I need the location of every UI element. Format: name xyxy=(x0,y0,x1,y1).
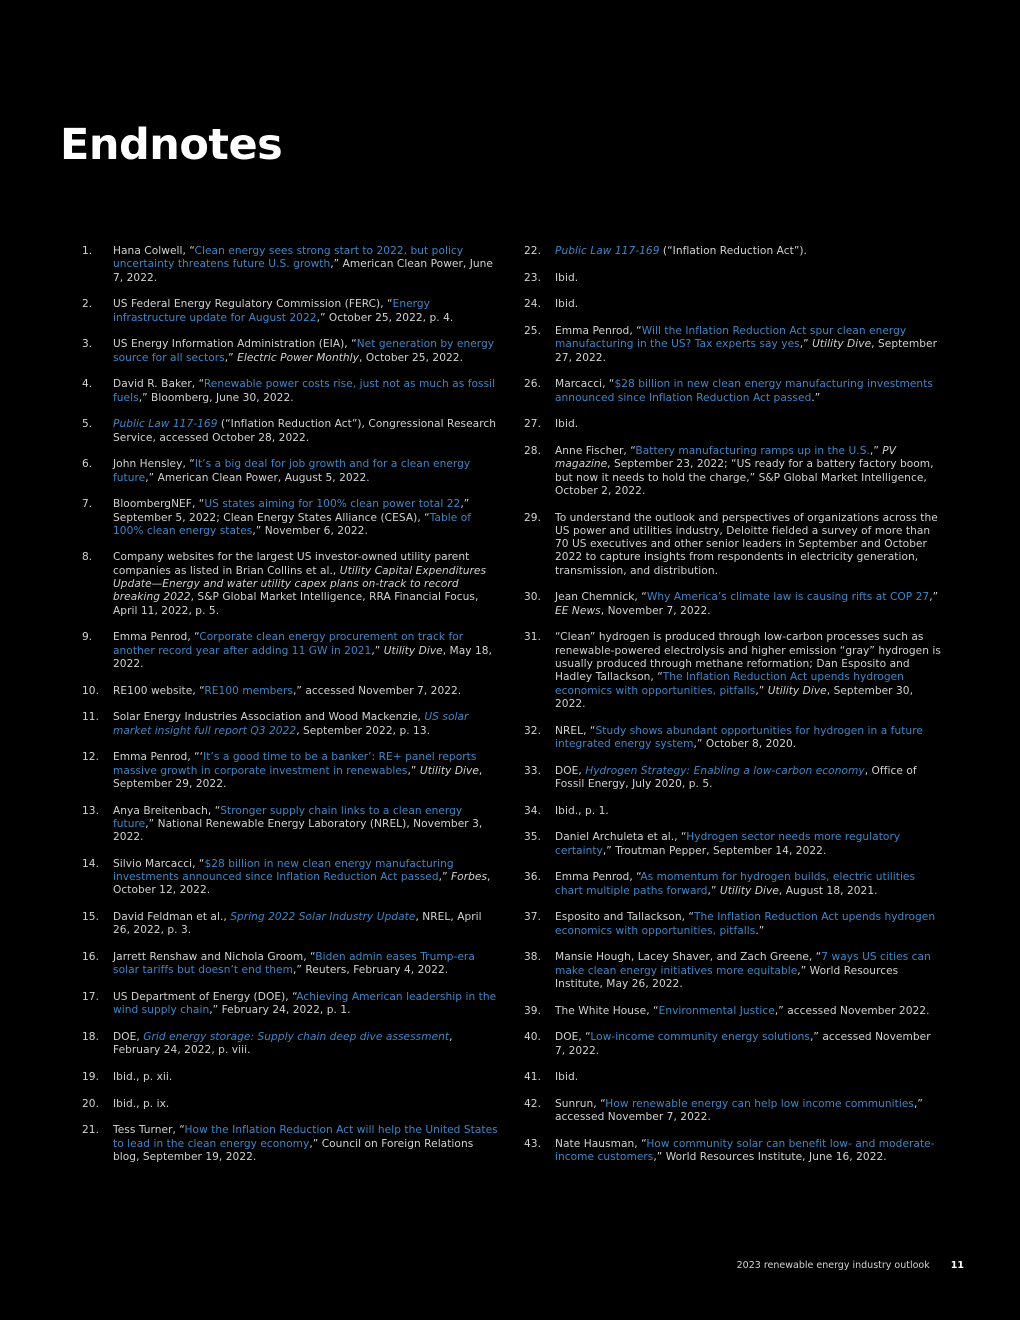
endnote-item xyxy=(524,245,944,258)
endnote-text xyxy=(113,498,502,538)
citation-text: RE100 website, “ xyxy=(113,684,205,697)
citation-text: Company websites for the largest US investor-owned utility parent companies as listed in Brian Collins et al., xyxy=(113,551,470,577)
endnote-number: 36. xyxy=(524,871,541,884)
citation-text: The White House, “ xyxy=(555,1004,659,1017)
citation-text: Silvio Marcacci, “ xyxy=(113,857,205,870)
citation-text: ,” accessed November 7, 2022. xyxy=(555,1097,923,1124)
citation-text: David R. Baker, “ xyxy=(113,378,204,391)
citation-text: ,” xyxy=(407,764,420,777)
endnote-item xyxy=(524,591,944,618)
endnote-item xyxy=(524,805,944,818)
citation-text: Nate Hausman, “ xyxy=(555,1137,647,1150)
page-footer xyxy=(0,1260,1020,1271)
citation-text: NREL, “ xyxy=(555,724,596,737)
citation-text: Emma Penrod, “ xyxy=(113,631,200,644)
endnote-number: 20. xyxy=(82,1097,99,1110)
endnote-number: 29. xyxy=(524,511,541,524)
endnote-item xyxy=(82,631,502,671)
citation-link[interactable]: Public Law 117-169 xyxy=(555,245,660,257)
citation-text: Ibid., p. 1. xyxy=(555,804,609,817)
endnote-number: 37. xyxy=(524,911,541,924)
endnote-text xyxy=(113,805,502,845)
citation-link[interactable]: Low-income community energy solutions xyxy=(590,1031,810,1044)
endnote-item xyxy=(524,765,944,792)
endnote-item xyxy=(524,1031,944,1058)
endnote-text xyxy=(113,418,502,445)
endnote-text xyxy=(555,298,944,311)
endnote-item xyxy=(524,1071,944,1084)
citation-text: ,” xyxy=(755,684,768,697)
endnote-number: 43. xyxy=(524,1137,541,1150)
citation-text: “Clean” hydrogen is produced through low-carbon processes such as renewable-powered electrolysis and higher emission “gray” hydrogen is usually produced through methane reformation; Dan Esposito and Hadley Tallackson, “ xyxy=(555,631,941,684)
citation-link[interactable]: Hydrogen sector needs more regulatory certainty xyxy=(555,831,901,857)
citation-link[interactable]: Study shows abundant opportunities for hydrogen in a future integrated energy system xyxy=(555,724,923,750)
endnote-text xyxy=(113,858,502,898)
endnote-text xyxy=(113,1098,502,1111)
citation-text: Ibid., p. xii. xyxy=(113,1071,173,1084)
endnote-text xyxy=(555,725,944,752)
footer-publication-title: 2023 renewable energy industry outlook xyxy=(736,1260,930,1271)
endnote-number: 9. xyxy=(82,631,93,644)
citation-link[interactable]: Energy infrastructure update for August 2022 xyxy=(113,298,430,324)
citation-link[interactable]: It’s a good time to be a banker’: RE+ panel reports massive growth in corporate investment in renewables xyxy=(113,751,477,777)
citation-text: ,” November 6, 2022. xyxy=(252,524,368,537)
endnote-item xyxy=(82,418,502,445)
endnote-item xyxy=(82,378,502,405)
endnote-item xyxy=(524,512,944,578)
citation-link[interactable]: RE100 members xyxy=(204,684,293,697)
citation-text: , September 2022, p. 13. xyxy=(296,724,431,737)
endnote-item xyxy=(524,871,944,898)
endnote-number: 35. xyxy=(524,831,541,844)
citation-text: , September 27, 2022. xyxy=(555,338,937,364)
endnote-number: 4. xyxy=(82,378,93,391)
endnote-item xyxy=(82,751,502,791)
endnote-item xyxy=(524,1005,944,1018)
endnote-number: 23. xyxy=(524,271,541,284)
endnote-text xyxy=(113,911,502,938)
citation-text: ,” American Clean Power, August 5, 2022. xyxy=(145,471,370,484)
endnote-item xyxy=(524,631,944,711)
endnote-number: 31. xyxy=(524,631,541,644)
citation-text: ,” World Resources Institute, June 16, 2022. xyxy=(653,1151,887,1164)
endnote-item xyxy=(524,951,944,991)
citation-text: , October 25, 2022. xyxy=(359,351,463,364)
endnote-number: 3. xyxy=(82,338,93,351)
endnote-text xyxy=(555,911,944,938)
endnote-number: 6. xyxy=(82,458,93,471)
endnote-text xyxy=(555,631,944,711)
endnote-item xyxy=(82,805,502,845)
endnote-number: 21. xyxy=(82,1124,99,1137)
endnote-text xyxy=(555,1071,944,1084)
citation-text: ,” February 24, 2022, p. 1. xyxy=(209,1004,351,1017)
endnote-item xyxy=(82,458,502,485)
publication-name: Utility Dive xyxy=(419,764,479,777)
endnote-text xyxy=(555,951,944,991)
citation-text: ,” xyxy=(371,644,384,657)
publication-name: Utility Dive xyxy=(767,684,827,697)
citation-link[interactable]: US solar market insight full report Q3 2022 xyxy=(113,711,469,737)
citation-text: Esposito and Tallackson, “ xyxy=(555,911,694,924)
citation-text: Daniel Archuleta et al., “ xyxy=(555,831,687,844)
citation-text: , NREL, April 26, 2022, p. 3. xyxy=(113,911,482,937)
publication-name: Utility Capital Expenditures Update—Energy and water utility capex plans on-track to record breaking 2022 xyxy=(113,564,487,604)
citation-text: (“Inflation Reduction Act”). xyxy=(659,245,807,257)
endnote-item xyxy=(82,498,502,538)
endnote-text xyxy=(555,805,944,818)
citation-text: ,” xyxy=(224,351,238,364)
citation-link[interactable]: Net generation by energy source for all sectors xyxy=(113,338,495,364)
citation-text: ,” October 8, 2020. xyxy=(693,737,797,750)
publication-name: Electric Power Monthly xyxy=(237,351,359,364)
citation-text: BloombergNEF, “ xyxy=(113,498,205,511)
citation-text: Anne Fischer, “ xyxy=(555,445,636,458)
citation-link[interactable]: Why America’s climate law is causing rifts at COP 27 xyxy=(646,591,930,604)
endnote-item xyxy=(524,725,944,752)
endnote-number: 24. xyxy=(524,298,541,311)
endnote-number: 12. xyxy=(82,751,99,764)
citation-text: Tess Turner, “ xyxy=(113,1124,185,1137)
endnote-text xyxy=(113,751,502,791)
citation-link[interactable]: The Inflation Reduction Act upends hydrogen economics with opportunities, pitfalls xyxy=(555,671,904,697)
citation-text: ,” Bloomberg, June 30, 2022. xyxy=(138,391,294,404)
endnote-text xyxy=(113,631,502,671)
endnote-number: 16. xyxy=(82,951,99,964)
citation-text: John Hensley, “ xyxy=(113,458,195,471)
citation-text: US Energy Information Administration (EIA), “ xyxy=(113,338,357,351)
citation-text: , September 29, 2022. xyxy=(113,764,483,790)
endnote-text xyxy=(113,991,502,1018)
endnote-text xyxy=(113,458,502,485)
endnote-number: 22. xyxy=(524,245,541,257)
endnote-item xyxy=(524,445,944,498)
endnote-number: 17. xyxy=(82,991,99,1004)
citation-link[interactable]: How renewable energy can help low income communities xyxy=(605,1097,914,1110)
citation-link[interactable]: Battery manufacturing ramps up in the U.S. xyxy=(635,445,870,458)
citation-text: (“Inflation Reduction Act”), Congressional Research Service, accessed October 28, 2022. xyxy=(113,418,497,444)
endnote-item xyxy=(524,831,944,858)
endnote-item xyxy=(524,1098,944,1125)
citation-text: , September 23, 2022; “US ready for a battery factory boom, but now it needs to hold the charge,” S&P Global Market Intelligence, October 2, 2022. xyxy=(555,458,934,497)
citation-link[interactable]: Clean energy sees strong start to 2022, but policy uncertainty threatens future U.S. growth xyxy=(113,245,464,271)
endnote-text xyxy=(113,338,502,365)
page-title: Endnotes xyxy=(60,120,283,170)
citation-link[interactable]: Stronger supply chain links to a clean energy future xyxy=(113,804,463,830)
citation-text: , May 18, 2022. xyxy=(113,644,493,670)
citation-text: ,” accessed November 7, 2022. xyxy=(292,684,462,697)
citation-link[interactable]: As momentum for hydrogen builds, electric utilities chart multiple paths forward xyxy=(555,871,916,897)
citation-link[interactable]: $28 billion in new clean energy manufacturing investments announced since Inflation Reduction Act passed xyxy=(113,857,454,884)
endnote-text xyxy=(555,378,944,405)
citation-text: ,” xyxy=(707,884,720,897)
endnote-text xyxy=(113,711,502,738)
endnote-number: 15. xyxy=(82,911,99,924)
endnote-item xyxy=(82,858,502,898)
endnote-text xyxy=(555,325,944,365)
endnote-item xyxy=(82,338,502,365)
endnote-text xyxy=(113,551,502,617)
endnote-number: 1. xyxy=(82,245,93,257)
endnote-number: 42. xyxy=(524,1097,541,1110)
citation-link[interactable]: It’s a big deal for job growth and for a clean energy future xyxy=(113,458,471,484)
citation-text: ,” xyxy=(438,871,452,884)
endnote-text xyxy=(555,272,944,285)
endnote-text xyxy=(555,445,944,498)
citation-link[interactable]: 7 ways US cities can make clean energy initiatives more equitable xyxy=(555,951,931,977)
citation-text: Solar Energy Industries Association and Wood Mackenzie, xyxy=(113,711,425,724)
endnote-number: 14. xyxy=(82,857,99,870)
endnote-item xyxy=(82,1098,502,1111)
citation-link[interactable]: How community solar can benefit low- and moderate-income customers xyxy=(555,1137,935,1164)
endnote-text xyxy=(113,1031,502,1058)
citation-link[interactable]: Achieving American leadership in the wind supply chain xyxy=(113,991,497,1017)
endnote-number: 7. xyxy=(82,498,93,511)
page-number: 11 xyxy=(950,1260,964,1271)
citation-text: David Feldman et al., xyxy=(113,911,231,924)
citation-text: ,” Troutman Pepper, September 14, 2022. xyxy=(602,844,827,857)
endnote-number: 27. xyxy=(524,418,541,431)
citation-text: .” xyxy=(811,391,821,404)
citation-text: DOE, “ xyxy=(555,1031,591,1044)
endnote-item xyxy=(82,991,502,1018)
endnote-text xyxy=(555,245,944,258)
citation-text: US Department of Energy (DOE), “ xyxy=(113,991,297,1004)
endnote-text xyxy=(113,951,502,978)
publication-name: Utility Dive xyxy=(812,338,872,351)
citation-text: ,” accessed November 2022. xyxy=(774,1004,930,1017)
endnote-item xyxy=(82,911,502,938)
endnote-item xyxy=(524,418,944,431)
citation-link[interactable]: Biden admin eases Trump-era solar tariffs but doesn’t end them xyxy=(113,951,475,977)
endnote-text xyxy=(555,1031,944,1058)
endnote-item xyxy=(524,378,944,405)
citation-link[interactable]: US states aiming for 100% clean power total 22 xyxy=(204,498,461,511)
endnote-text xyxy=(555,871,944,898)
citation-text: Ibid. xyxy=(555,1071,579,1084)
citation-text: ,” October 25, 2022, p. 4. xyxy=(316,311,454,324)
citation-text: , September 30, 2022. xyxy=(555,684,914,710)
citation-text: Marcacci, “ xyxy=(555,378,615,391)
citation-link[interactable]: Corporate clean energy procurement on track for another record year after adding 11 GW in 2021 xyxy=(113,631,464,657)
citation-text: ,” xyxy=(869,445,883,458)
endnote-item xyxy=(82,1124,502,1164)
citation-text: Sunrun, “ xyxy=(555,1097,606,1110)
endnote-number: 41. xyxy=(524,1071,541,1084)
endnote-text xyxy=(113,685,502,698)
citation-link[interactable]: Hydrogen Strategy: Enabling a low-carbon economy xyxy=(585,764,865,777)
citation-text: Ibid. xyxy=(555,271,579,284)
publication-name: Forbes xyxy=(451,871,488,884)
citation-text: DOE, xyxy=(113,1031,144,1044)
endnote-number: 25. xyxy=(524,325,541,338)
citation-text: Jean Chemnick, “ xyxy=(555,591,647,604)
citation-text: Ibid. xyxy=(555,298,579,311)
citation-link[interactable]: $28 billion in new clean energy manufacturing investments announced since Inflation Reduction Act passed xyxy=(555,378,933,404)
citation-text: To understand the outlook and perspectives of organizations across the US power and utilities industry, Deloitte fielded a survey of more than 70 US executives and other senior leaders in September and October 2022 to capture insights from respondents in electricity generation, transmission, and distribution. xyxy=(555,511,938,577)
citation-text: ,” American Clean Power, June 7, 2022. xyxy=(113,258,493,284)
endnote-text xyxy=(555,418,944,431)
endnote-text xyxy=(555,831,944,858)
citation-text: ,” September 5, 2022; Clean Energy States Alliance (CESA), “ xyxy=(113,498,470,524)
endnote-item xyxy=(524,1138,944,1165)
citation-text: , S&P Global Market Intelligence, RRA Financial Focus, April 11, 2022, p. 5. xyxy=(113,591,479,617)
endnote-number: 39. xyxy=(524,1004,541,1017)
endnote-item xyxy=(82,685,502,698)
citation-link[interactable]: Environmental Justice xyxy=(658,1004,775,1017)
citation-text: Hana Colwell, “ xyxy=(113,245,195,257)
endnote-item xyxy=(82,951,502,978)
citation-text: ,” National Renewable Energy Laboratory (NREL), November 3, 2022. xyxy=(113,817,483,844)
endnote-number: 5. xyxy=(82,418,93,431)
endnote-text xyxy=(555,765,944,792)
citation-text: US Federal Energy Regulatory Commission (FERC), “ xyxy=(113,298,393,311)
endnote-number: 40. xyxy=(524,1031,541,1044)
endnote-text xyxy=(113,245,502,285)
endnote-number: 18. xyxy=(82,1031,99,1044)
citation-text: , November 7, 2022. xyxy=(600,604,711,617)
citation-text: , Office of Fossil Energy, July 2020, p. 5. xyxy=(555,764,917,790)
endnote-item xyxy=(82,298,502,325)
endnote-number: 11. xyxy=(82,711,99,724)
endnote-item xyxy=(82,1031,502,1058)
citation-text: ,” accessed November 7, 2022. xyxy=(555,1031,931,1057)
publication-name: EE News xyxy=(555,604,601,617)
endnote-item xyxy=(524,911,944,938)
citation-text: DOE, xyxy=(555,764,586,777)
endnote-text xyxy=(555,1005,944,1018)
citation-text: ,” Council on Foreign Relations blog, September 19, 2022. xyxy=(113,1137,474,1164)
endnote-number: 10. xyxy=(82,684,99,697)
endnote-number: 33. xyxy=(524,764,541,777)
endnote-number: 28. xyxy=(524,445,541,458)
endnote-number: 34. xyxy=(524,804,541,817)
endnote-item xyxy=(82,245,502,285)
citation-text: .” xyxy=(755,924,765,937)
endnote-item xyxy=(524,272,944,285)
citation-text: Jarrett Renshaw and Nichola Groom, “ xyxy=(113,951,316,964)
endnotes-right-column xyxy=(524,245,944,1178)
endnote-item xyxy=(524,325,944,365)
citation-text: ,” World Resources Institute, May 26, 2022. xyxy=(555,964,899,990)
citation-text: Mansie Hough, Lacey Shaver, and Zach Greene, “ xyxy=(555,951,822,964)
endnotes-left-column xyxy=(82,245,502,1178)
citation-link[interactable]: Spring 2022 Solar Industry Update xyxy=(230,911,416,924)
endnote-number: 2. xyxy=(82,298,93,311)
citation-link[interactable]: Grid energy storage: Supply chain deep dive assessment xyxy=(143,1031,450,1044)
citation-text: , August 18, 2021. xyxy=(778,884,878,897)
endnote-item xyxy=(524,298,944,311)
citation-text: ,” Reuters, February 4, 2022. xyxy=(292,964,449,977)
endnote-number: 13. xyxy=(82,804,99,817)
endnote-text xyxy=(555,512,944,578)
publication-name: Utility Dive xyxy=(719,884,779,897)
citation-text: Ibid. xyxy=(555,418,579,431)
endnote-number: 19. xyxy=(82,1071,99,1084)
endnote-number: 26. xyxy=(524,378,541,391)
endnote-number: 8. xyxy=(82,551,93,564)
endnote-item xyxy=(82,711,502,738)
citation-link[interactable]: Table of 100% clean energy states xyxy=(113,511,472,537)
endnote-text xyxy=(113,1071,502,1084)
citation-link[interactable]: Renewable power costs rise, just not as much as fossil fuels xyxy=(113,378,496,404)
citation-text: Emma Penrod, “ xyxy=(555,871,641,884)
endnote-text xyxy=(113,298,502,325)
endnote-item xyxy=(82,551,502,617)
citation-text: , February 24, 2022, p. viii. xyxy=(113,1031,453,1057)
endnote-number: 38. xyxy=(524,951,541,964)
citation-text: Ibid., p. ix. xyxy=(113,1097,170,1110)
citation-text: Anya Breitenbach, “ xyxy=(113,804,221,817)
endnote-number: 32. xyxy=(524,724,541,737)
citation-link[interactable]: How the Inflation Reduction Act will help the United States to lead in the clean energy economy xyxy=(113,1124,498,1150)
publication-name: PV magazine xyxy=(555,445,897,471)
endnote-text xyxy=(113,378,502,405)
citation-link[interactable]: The Inflation Reduction Act upends hydrogen economics with opportunities, pitfalls xyxy=(555,911,936,937)
endnote-text xyxy=(555,1098,944,1125)
citation-text: Emma Penrod, “ xyxy=(555,325,642,338)
endnote-item xyxy=(82,1071,502,1084)
citation-link[interactable]: Public Law 117-169 xyxy=(113,418,218,431)
citation-text: Emma Penrod, “‘ xyxy=(113,751,204,764)
citation-text: ,” xyxy=(799,338,813,351)
publication-name: Utility Dive xyxy=(383,644,443,657)
endnote-text xyxy=(555,1138,944,1165)
citation-text: ,” xyxy=(929,591,939,604)
endnote-number: 30. xyxy=(524,591,541,604)
citation-link[interactable]: Will the Inflation Reduction Act spur clean energy manufacturing in the US? Tax experts say yes xyxy=(555,325,907,351)
endnote-text xyxy=(555,591,944,618)
endnote-text xyxy=(113,1124,502,1164)
citation-text: , October 12, 2022. xyxy=(113,871,491,897)
